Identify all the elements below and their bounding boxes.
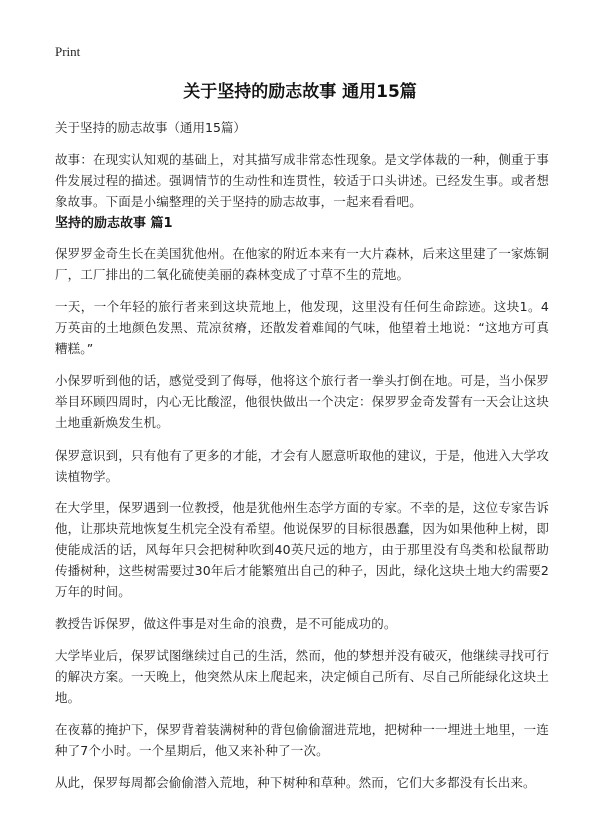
story-paragraph: 在夜幕的掩护下，保罗背着装满树种的背包偷偷溜进荒地，把树种一一埋进土地里，一连种了7个小时。一个星期后，他又来补种了一次。: [55, 722, 549, 758]
story-paragraph: 从此，保罗每周都会偷偷潜入荒地，种下树种和草种。然而，它们大多都没有长出来。: [55, 775, 536, 790]
section-heading: 坚持的励志故事 篇1: [55, 216, 173, 231]
intro-paragraph: 故事：在现实认知观的基础上，对其描写成非常态性现象。是文学体裁的一种，侧重于事件发展过程的描述。强调情节的生动性和连贯性，较适于口头讲述。已经发生事。或者想象故事。下面是小编整理的关于坚持的励志故事，一起来看看吧。: [55, 152, 549, 209]
story-paragraph: 大学毕业后，保罗试图继续过自己的生活，然而，他的梦想并没有破灭，他继续寻找可行的解决方案。一天晚上，他突然从床上爬起来，决定倾自己所有、尽自己所能绿化这块土地。: [55, 648, 549, 705]
article-subtitle: 关于坚持的励志故事（通用15篇）: [55, 120, 246, 135]
story-paragraph: 在大学里，保罗遇到一位教授，他是犹他州生态学方面的专家。不幸的是，这位专家告诉他，让那块荒地恢复生机完全没有希望。他说保罗的目标很愚蠢，因为如果他种上树，即使能成活的话，风每年只会把树种吹到40英尺远的地方，由于那里没有鸟类和松鼠帮助传播树种，这些树需要过30年后才能繁殖出自己的种子，因此，绿化这块土地大约需要2万年的时间。: [55, 500, 549, 599]
story-paragraph: 保罗罗金奇生长在美国犹他州。在他家的附近本来有一大片森林，后来这里建了一家炼铜厂，工厂排出的二氧化硫使美丽的森林变成了寸草不生的荒地。: [55, 246, 549, 282]
story-paragraph: 小保罗听到他的话，感觉受到了侮辱，他将这个旅行者一拳头打倒在地。可是，当小保罗举目环顾四周时，内心无比酸涩，他很快做出一个决定：保罗罗金奇发誓有一天会让这块土地重新焕发生机。: [55, 373, 549, 430]
page-title: 关于坚持的励志故事 通用15篇: [183, 82, 417, 102]
story-paragraph: 教授告诉保罗，做这件事是对生命的浪费，是不可能成功的。: [55, 616, 397, 631]
story-paragraph: 保罗意识到，只有他有了更多的才能，才会有人愿意听取他的建议，于是，他进入大学攻读植物学。: [55, 448, 549, 484]
print-link[interactable]: Print: [55, 44, 81, 59]
story-paragraph: 一天，一个年轻的旅行者来到这块荒地上，他发现，这里没有任何生命踪迹。这块1。4万英亩的土地颜色发黑、荒凉贫瘠，还散发着难闻的气味，他望着土地说：“这地方可真糟糕。”: [55, 299, 549, 356]
